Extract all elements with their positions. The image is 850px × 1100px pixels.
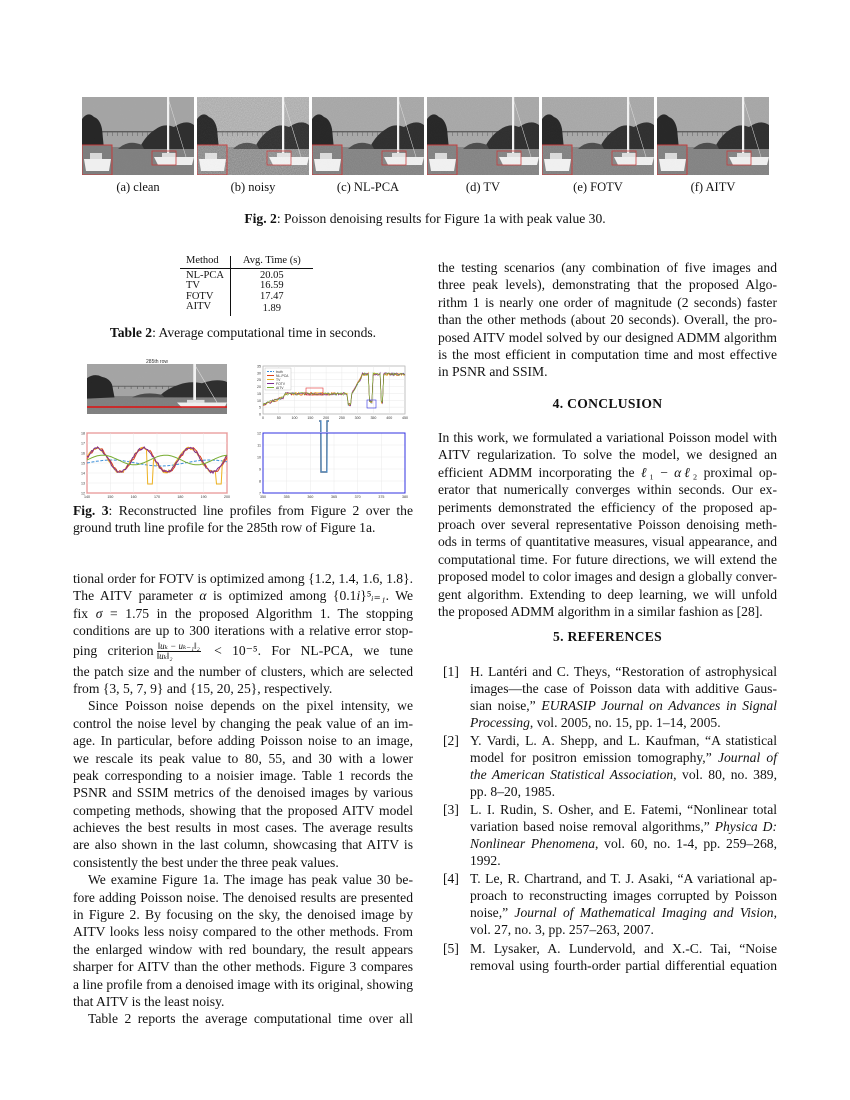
denoised-image [197, 97, 309, 175]
reference-number: [5] [443, 941, 459, 956]
reference-number: [4] [443, 871, 459, 886]
denoised-image [427, 97, 539, 175]
paragraph [73, 1010, 413, 1027]
text-span: = 1.75 in the proposed Algorithm 1. The stopping [102, 605, 414, 621]
text-line: periments demonstrated the efficiency of the proposed ap- [438, 499, 777, 515]
text-line: peak corresponding to a noisier image. Table 1 records the [73, 767, 413, 783]
figure-3-caption-text: ground truth line profile for the 285th row of Figure 1a. [73, 520, 376, 536]
italic-text: Processing [470, 715, 530, 730]
figure-2-panel [197, 97, 309, 175]
italic-text: ℓ [640, 464, 650, 480]
paragraph [73, 570, 413, 697]
paragraph [73, 697, 413, 871]
text-line: proach to reconstructing images corrupted by Poisson [470, 888, 777, 903]
denoised-image [82, 97, 194, 175]
figure-3-label: Fig. 3 [73, 503, 109, 518]
right-column-top [438, 259, 777, 381]
italic-text: the American Statistical Association [470, 767, 674, 782]
text-line: computational time. For future directions, we will extend the [438, 551, 777, 567]
y-tick-label: 10 [257, 455, 261, 460]
cell-method: TV [180, 281, 230, 292]
text-line: Since Poisson noise depends on the pixel intensity, we [88, 698, 413, 714]
text-span: ping criterion [73, 642, 154, 658]
text-span: , vol. 80, no. 389, [673, 767, 777, 782]
x-tick-label: 190 [200, 495, 207, 499]
x-tick-label: 370 [354, 495, 361, 499]
y-tick-label: 11 [257, 443, 261, 448]
text-line: tional order for FOTV is optimized among {1.2, 1.4, 1.6, 1.8}. [73, 571, 413, 586]
text-line: in PSNR and SSIM. [438, 364, 548, 380]
x-tick-label: 365 [331, 495, 337, 499]
text-line: age. In particular, before adding Poisson noise to an image, [73, 733, 413, 749]
text-line: M. Lysaker, A. Lundervold, and X.-C. Tai, “Noise [470, 941, 777, 956]
text-span: The AITV parameter [73, 588, 200, 604]
text-span: ⁵ [366, 588, 372, 604]
legend-label: NL-PCA [276, 374, 289, 378]
text-line [73, 640, 413, 663]
x-tick-label: 350 [260, 495, 266, 499]
cell-time: 1.89 [262, 302, 282, 314]
cell-time: 16.59 [260, 280, 284, 291]
text-line: proach over several representative Poisson denoising meth- [438, 516, 777, 532]
y-tick-label: 18 [81, 431, 85, 436]
figure-3-caption-text: : Reconstructed line profiles from Figure 2 over the [108, 503, 413, 518]
text-line [470, 697, 777, 714]
text-line: vol. 27, no. 3, pp. 257–263, 2007. [470, 922, 654, 937]
text-line: rithm 1 is nearly one order of magnitude (2 seconds) faster [438, 294, 777, 310]
text-span: . We [385, 588, 413, 604]
text-line [470, 818, 777, 835]
text-line: than the other methods (about 20 seconds). Overall, the pro- [438, 312, 777, 328]
y-tick-label: 17 [81, 441, 85, 446]
x-tick-label: 170 [154, 495, 160, 499]
y-tick-label: 25 [257, 378, 261, 383]
text-line: We examine Figure 1a. The image has peak value 30 be- [88, 872, 413, 888]
italic-text: Nonlinear Phenomena [470, 836, 596, 851]
x-tick-label: 140 [84, 495, 90, 499]
text-line: gent algorithm. Extending to deep learning, we will unfold [438, 586, 777, 602]
y-tick-label: 30 [257, 371, 261, 376]
text-span: is optimized among {0.1 [206, 588, 357, 604]
section-heading-references: 5. REFERENCES [553, 629, 662, 644]
denoised-image [657, 97, 769, 175]
cell-method: NL-PCA [180, 268, 230, 281]
reference-number: [1] [443, 664, 459, 679]
reference-text [470, 663, 777, 731]
reference-item [438, 732, 777, 800]
table-header-row [180, 256, 313, 268]
reference-number: [2] [443, 733, 459, 748]
x-tick-label: 350 [370, 416, 377, 420]
y-tick-label: 9 [259, 467, 261, 472]
legend-label: FOTV [276, 382, 286, 386]
y-tick-label: 12 [81, 491, 85, 496]
panel-caption: (e) FOTV [573, 180, 623, 194]
text-line: the patch size and the number of clusters, which are selected [73, 663, 413, 679]
table-2-caption [73, 325, 413, 341]
x-tick-label: 150 [307, 416, 314, 420]
fraction-numerator: ‖uₖ − uₖ₋₁‖₂ [157, 640, 200, 651]
text-span: , vol. 2005, no. 15, pp. 1–14, 2005. [529, 715, 721, 730]
text-line: sharper for AITV than the other methods. Figure 3 compares [73, 959, 413, 975]
italic-text: EURASIP Journal on Advances in Signal [541, 698, 777, 713]
text-line: 1992. [470, 853, 501, 868]
table-row [180, 302, 313, 316]
text-line: that AITV is the least noisy. [73, 993, 225, 1009]
text-line: posed AITV model solved by our designed ADMM algorithm [438, 329, 777, 345]
table-2 [180, 256, 313, 316]
text-line: in Figure 2. By focusing on the sky, the denoised image by [73, 907, 413, 923]
legend-label: truth [276, 370, 283, 374]
italic-text: i [356, 588, 361, 604]
image-title: 285th row [146, 359, 168, 365]
legend-label: AITV [276, 386, 284, 390]
text-line [73, 605, 413, 622]
table-2-caption-text: : Average computational time in seconds. [152, 325, 377, 340]
y-tick-label: 35 [257, 364, 261, 369]
text-span: fix [73, 605, 96, 621]
reference-text [470, 732, 777, 800]
reference-number: [3] [443, 802, 459, 817]
y-tick-label: 5 [259, 405, 261, 410]
y-tick-label: 8 [259, 479, 261, 484]
figure-3-plots [80, 355, 420, 500]
text-line: L. I. Rudin, S. Osher, and E. Fatemi, “Nonlinear total [470, 802, 777, 817]
text-line: proposed model to color images and design a globally conver- [438, 569, 777, 585]
figure-2-panel [657, 97, 769, 175]
panel-caption: (b) noisy [230, 180, 276, 194]
x-tick-label: 150 [107, 495, 114, 499]
text-span: sian noise,” [470, 698, 542, 713]
y-tick-label: 15 [81, 461, 85, 466]
x-tick-label: 450 [402, 416, 408, 420]
figure-2-panel [82, 97, 194, 175]
italic-text: α [199, 588, 207, 604]
panel-caption: (f) AITV [690, 180, 736, 194]
x-tick-label: 180 [177, 495, 184, 499]
cell-time: 20.05 [260, 269, 284, 281]
text-span: variation based noise removal algorithms,” [470, 819, 715, 834]
text-line: images—the case of Poisson data with additive Gaus- [470, 681, 777, 696]
conclusion-text [438, 429, 777, 620]
reference-text [470, 870, 777, 938]
text-line [438, 464, 777, 481]
x-tick-label: 50 [276, 416, 281, 420]
x-tick-label: 300 [354, 416, 361, 420]
italic-text: Physica D: [714, 819, 777, 834]
italic-text: αℓ [674, 464, 693, 480]
text-line: fore adding Poisson noise. The denoised results are presented [73, 889, 413, 905]
reference-text [470, 940, 777, 974]
cell-method: FOTV [180, 292, 230, 303]
text-line: Table 2 reports the average computational time over all [88, 1011, 413, 1027]
text-line: AITV regularization. To solve the model, we designed an [438, 447, 777, 463]
x-tick-label: 360 [307, 495, 314, 499]
text-line: pp. 8–20, 1985. [470, 784, 555, 799]
text-line: erator that numerically converges within seconds. Our ex- [438, 482, 777, 498]
x-tick-label: 0 [262, 416, 264, 420]
text-line: we rescale its peak value to 80, 55, and 30 with a lower [73, 750, 413, 766]
text-line: the proposed ADMM algorithm in a similar fashion as [28]. [438, 603, 763, 619]
figure-2-panel [542, 97, 654, 175]
text-span: ₁ − [649, 464, 675, 480]
text-line: In this work, we formulated a variational Poisson model with [438, 430, 777, 445]
cell-time: 17.47 [260, 290, 284, 302]
text-line [470, 766, 777, 783]
text-span: noise,” [470, 905, 515, 920]
x-tick-label: 250 [338, 416, 345, 420]
text-line: is the most efficient in computation time and most effective [438, 346, 777, 362]
text-line [470, 904, 777, 921]
text-span: , [773, 905, 777, 920]
text-line [470, 714, 777, 731]
x-tick-label: 200 [224, 495, 230, 499]
fraction [157, 642, 201, 661]
legend-label: TV [276, 378, 281, 382]
figure-2-label: Fig. 2 [244, 211, 277, 226]
y-tick-label: 20 [257, 385, 261, 390]
reference-item [438, 801, 777, 869]
text-line [73, 587, 413, 604]
text-span: , vol. 60, no. 1-4, pp. 259–268, [595, 836, 778, 851]
left-column [73, 570, 413, 1028]
figure-2-panel [312, 97, 424, 175]
text-line: ods in terms of quantitative measures, visual appearance, and [438, 534, 777, 550]
figure-2-caption-text: : Poisson denoising results for Figure 1a with peak value 30. [276, 211, 606, 226]
text-line: H. Lantéri and C. Theys, “Restoration of astrophysical [470, 664, 777, 679]
panel-caption: (c) NL-PCA [336, 180, 400, 194]
denoised-image [542, 97, 654, 175]
cell-method: AITV [180, 302, 230, 316]
text-line: from {3, 5, 7, 9} and {15, 20, 25}, respectively. [73, 680, 333, 696]
y-tick-label: 15 [257, 391, 261, 396]
italic-text: ᵢ₌₁ [371, 588, 386, 604]
x-tick-label: 200 [323, 416, 330, 420]
x-tick-label: 160 [130, 495, 137, 499]
text-span: ₂ proximal op- [692, 464, 777, 480]
y-tick-label: 7 [259, 491, 261, 496]
text-line: the enlarged window with red boundary, the result appears [73, 941, 413, 957]
denoised-image [312, 97, 424, 175]
text-line: PSNR and SSIM metrics of the denoised images by various [73, 785, 413, 801]
text-line: consistently the best under the three peak values. [73, 854, 339, 870]
y-tick-label: 14 [81, 471, 85, 476]
text-span: efficient ADMM incorporating the [438, 464, 641, 480]
x-tick-label: 375 [378, 495, 385, 499]
italic-text: Journal of Mathematical Imaging and Vision [514, 905, 774, 920]
paragraph [438, 429, 777, 620]
x-tick-label: 400 [386, 416, 393, 420]
x-tick-label: 100 [291, 416, 298, 420]
reference-item [438, 940, 777, 974]
table-row [180, 281, 313, 292]
text-line: removal using fourth-order partial differential equation [470, 958, 777, 973]
reference-text [470, 801, 777, 869]
text-line: Y. Vardi, L. A. Shepp, and L. Kaufman, “A statistical [470, 733, 777, 748]
text-line: the testing scenarios (any combination of five images and [438, 260, 777, 275]
x-tick-label: 355 [283, 495, 290, 499]
table-2-label: Table 2 [109, 325, 153, 340]
column-header-method: Method [180, 256, 230, 268]
text-line [470, 835, 777, 852]
text-line: a line profile from a denoised image with its original, showing [73, 976, 413, 992]
panel-caption: (d) TV [465, 180, 501, 194]
text-line: competing methods, showing that the proposed AITV model [73, 802, 413, 818]
panel-caption: (a) clean [116, 180, 160, 194]
y-tick-label: 10 [257, 398, 261, 403]
section-heading-conclusion: 4. CONCLUSION [552, 396, 663, 411]
text-line: control the noise level by changing the peak value of an im- [73, 715, 413, 731]
y-tick-label: 13 [81, 481, 85, 486]
reference-item [438, 870, 777, 938]
column-header-time: Avg. Time (s) [230, 256, 312, 268]
paragraph [438, 259, 777, 381]
italic-text: σ [95, 605, 103, 621]
text-line: conditions are up to 300 iterations with a relative error stop- [73, 623, 413, 639]
y-tick-label: 16 [81, 451, 85, 456]
text-line: AITV looks less noisy compared to the other methods. From [73, 924, 413, 940]
figure-2-panel [427, 97, 539, 175]
fraction-denominator: ‖uₖ‖₂ [156, 650, 173, 661]
paragraph [73, 871, 413, 1010]
text-line: T. Le, R. Chartrand, and T. J. Asaki, “A variational ap- [470, 871, 777, 886]
x-tick-label: 380 [402, 495, 408, 499]
text-span: model for positron emission tomography,” [470, 750, 718, 765]
text-line: are also shown in the last column, showcasing that AITV is [73, 837, 413, 853]
text-span: < 10⁻⁵. For NL-PCA, we tune [203, 642, 413, 658]
figure-2-caption [0, 211, 850, 227]
italic-text: Journal of [717, 750, 777, 765]
text-line [470, 749, 777, 766]
text-line: three peak levels), demonstrating that the proposed Algo- [438, 277, 777, 293]
figure-3-caption [73, 502, 413, 537]
text-span: } [360, 588, 367, 604]
text-line: achieves the best results in most cases. The average results [73, 820, 413, 836]
y-tick-label: 12 [257, 431, 261, 436]
y-tick-label: 0 [259, 412, 261, 417]
reference-item [438, 663, 777, 731]
